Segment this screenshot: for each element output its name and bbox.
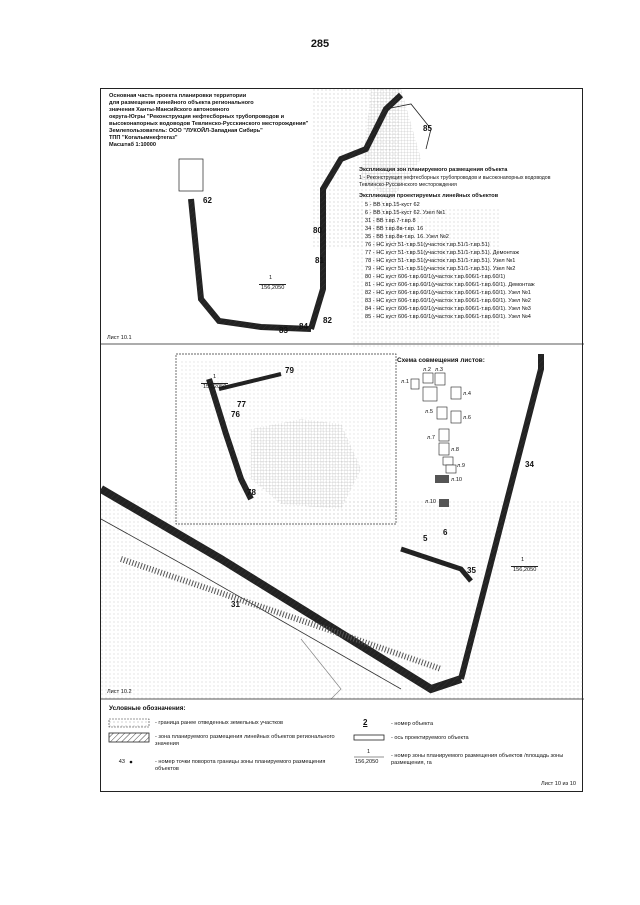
sheet-label-10-1: Лист 10.1: [107, 335, 132, 341]
legend-item-point: - номер точки поворота границы зоны планируемого размещения объектов: [155, 759, 326, 772]
object-label-80: 80: [313, 226, 322, 235]
scheme-sheet-5: л.5: [425, 409, 433, 415]
map-drawing: [101, 89, 584, 793]
object-label-85: 85: [423, 124, 432, 133]
sheet-scheme: [411, 373, 461, 507]
object-label-31: 31: [231, 600, 240, 609]
object-label-77: 77: [237, 400, 246, 409]
object-label-84: 84: [299, 322, 308, 331]
legend-item-zone-num: - номер зоны планируемого размещения объектов /площадь зоны размещения, га: [391, 753, 564, 766]
scheme-sheet-1: л.1: [401, 379, 409, 385]
scheme-sheet-2: л.2: [423, 367, 431, 373]
scheme-sheet-10b: л.10: [425, 499, 437, 505]
sheet-10-2: [101, 354, 584, 699]
scheme-sheet-6: л.6: [463, 415, 471, 421]
sheet-footer: Лист 10 из 10: [541, 781, 576, 787]
legend-item-object-num: - номер объекта: [391, 721, 434, 727]
legend-item-boundary: - граница ранее отведенных земельных участков: [155, 720, 284, 726]
object-label-35: 35: [467, 566, 476, 575]
object-label-62: 62: [203, 196, 212, 205]
scheme-sheet-7: л.7: [427, 435, 435, 441]
map-sheet: Основная часть проекта планировки территории для размещения линейного объекта регионального значения Ханты-Мансийского автономного округа-Югры "Реконструкция нефтесборных трубопроводов и высоконапорных водоводов Тевлинско-Русскинского месторождения" Землепользователь: ООО "ЛУКОЙЛ-Западная Сибирь" ТПП "Когалымнефтегаз" Масштаб 1:10000 Экспликация зон планируемого размещения объекта 1 - Реконструкция нефтесборных трубопроводов и высоконапорных водоводов Тевлинско-Русскинского месторождения Экспликация проектируемых линейных объектов 5 - ВВ т.вр.15-куст 62 6 - ВВ т.вр.15-куст 62. Узел №1 31 - ВВ т.вр.7-т.вр.8 34 - ВВ т.вр.8в-т.вр. 16 35 - ВВ т.вр.8в-т.вр. 16. Узел №2 76 - НС куст 51-т.вр.51(участок т.вр.51/1-т.вр.51) 77 - НС куст 51-т.вр.51(участок т.вр.51/1-т.вр.51). Демонтаж 78 - НС куст 51-т.вр.51(участок т.вр.51/1-т.вр.51). Узел №1 79 - НС куст 51-т.вр.51(участок т.вр.51/1-т.вр.51). Узел №2 80 - НС куст 606-т.вр.60/1(участок т.вр.606/1-т.вр.60/1) 81 - НС куст 606-т.вр.60/1(участок т.вр.606/1-т.вр.60/1). Демонтаж 82 - НС куст 606-т.вр.60/1(участок т.вр.606/1-т.вр.60/1). Узел №1 83 - НС куст 606-т.вр.60/1(участок т.вр.606/1-т.вр.60/1). Узел №2 84 - НС куст 606-т.вр.60/1(участок т.вр.606/1-т.вр.60/1). Узел №3 85 - НС куст 606-т.вр.60/1(участок т.вр.606/1-т.вр.60/1). Узел №4 Лист 10.1 Лист 10.2 62 80 81 82 83 84 85 76 77 78 79 31 34 35 5 6 1 156,2050 1 156,2050 1 156,2050 Схема совмещения листов: л.1 л.2 л.3 л.4 л.5 л.6 л.7 л.8 л.9 л.10 л.10 Условные обозначения: - граница ранее отведенных земельных участков - зона планируемого размещения линейных объектов регионального значения 43 - номер точки поворота границы зоны планируемого размещения объектов 2 - номер объекта - ось проектируемого объекта 1 156,2050 - номер зоны планируемого размещения объектов /площадь зоны размещения, га Лист 10 из 10: [100, 88, 583, 792]
object-label-76: 76: [231, 410, 240, 419]
scheme-sheet-9: л.9: [457, 463, 465, 469]
legend-object-num-example: 2: [363, 718, 368, 727]
object-label-5: 5: [423, 534, 428, 543]
legend-item-axis: - ось проектируемого объекта: [391, 735, 469, 741]
object-label-34: 34: [525, 460, 534, 469]
object-label-6: 6: [443, 528, 448, 537]
object-label-81: 81: [315, 256, 324, 265]
legend-zone-num-example: 1: [367, 749, 371, 755]
legend-point-example: 43: [118, 759, 125, 765]
page-number: 285: [310, 38, 330, 50]
legend-zone-area-example: 156,2050: [355, 759, 379, 765]
scheme-title: Схема совмещения листов:: [397, 357, 485, 364]
object-label-79: 79: [285, 366, 294, 375]
sheet-label-10-2: Лист 10.2: [107, 689, 132, 695]
object-label-83: 83: [279, 326, 288, 335]
legend-item-zone: - зона планируемого размещения линейных объектов регионального значения: [155, 734, 335, 747]
object-label-82: 82: [323, 316, 332, 325]
scheme-sheet-8: л.8: [451, 447, 459, 453]
scheme-sheet-3: л.3: [435, 367, 443, 373]
object-label-78: 78: [247, 488, 256, 497]
scheme-sheet-10: л.10: [451, 477, 463, 483]
scheme-sheet-4: л.4: [463, 391, 471, 397]
legend-title: Условные обозначения:: [109, 705, 186, 712]
